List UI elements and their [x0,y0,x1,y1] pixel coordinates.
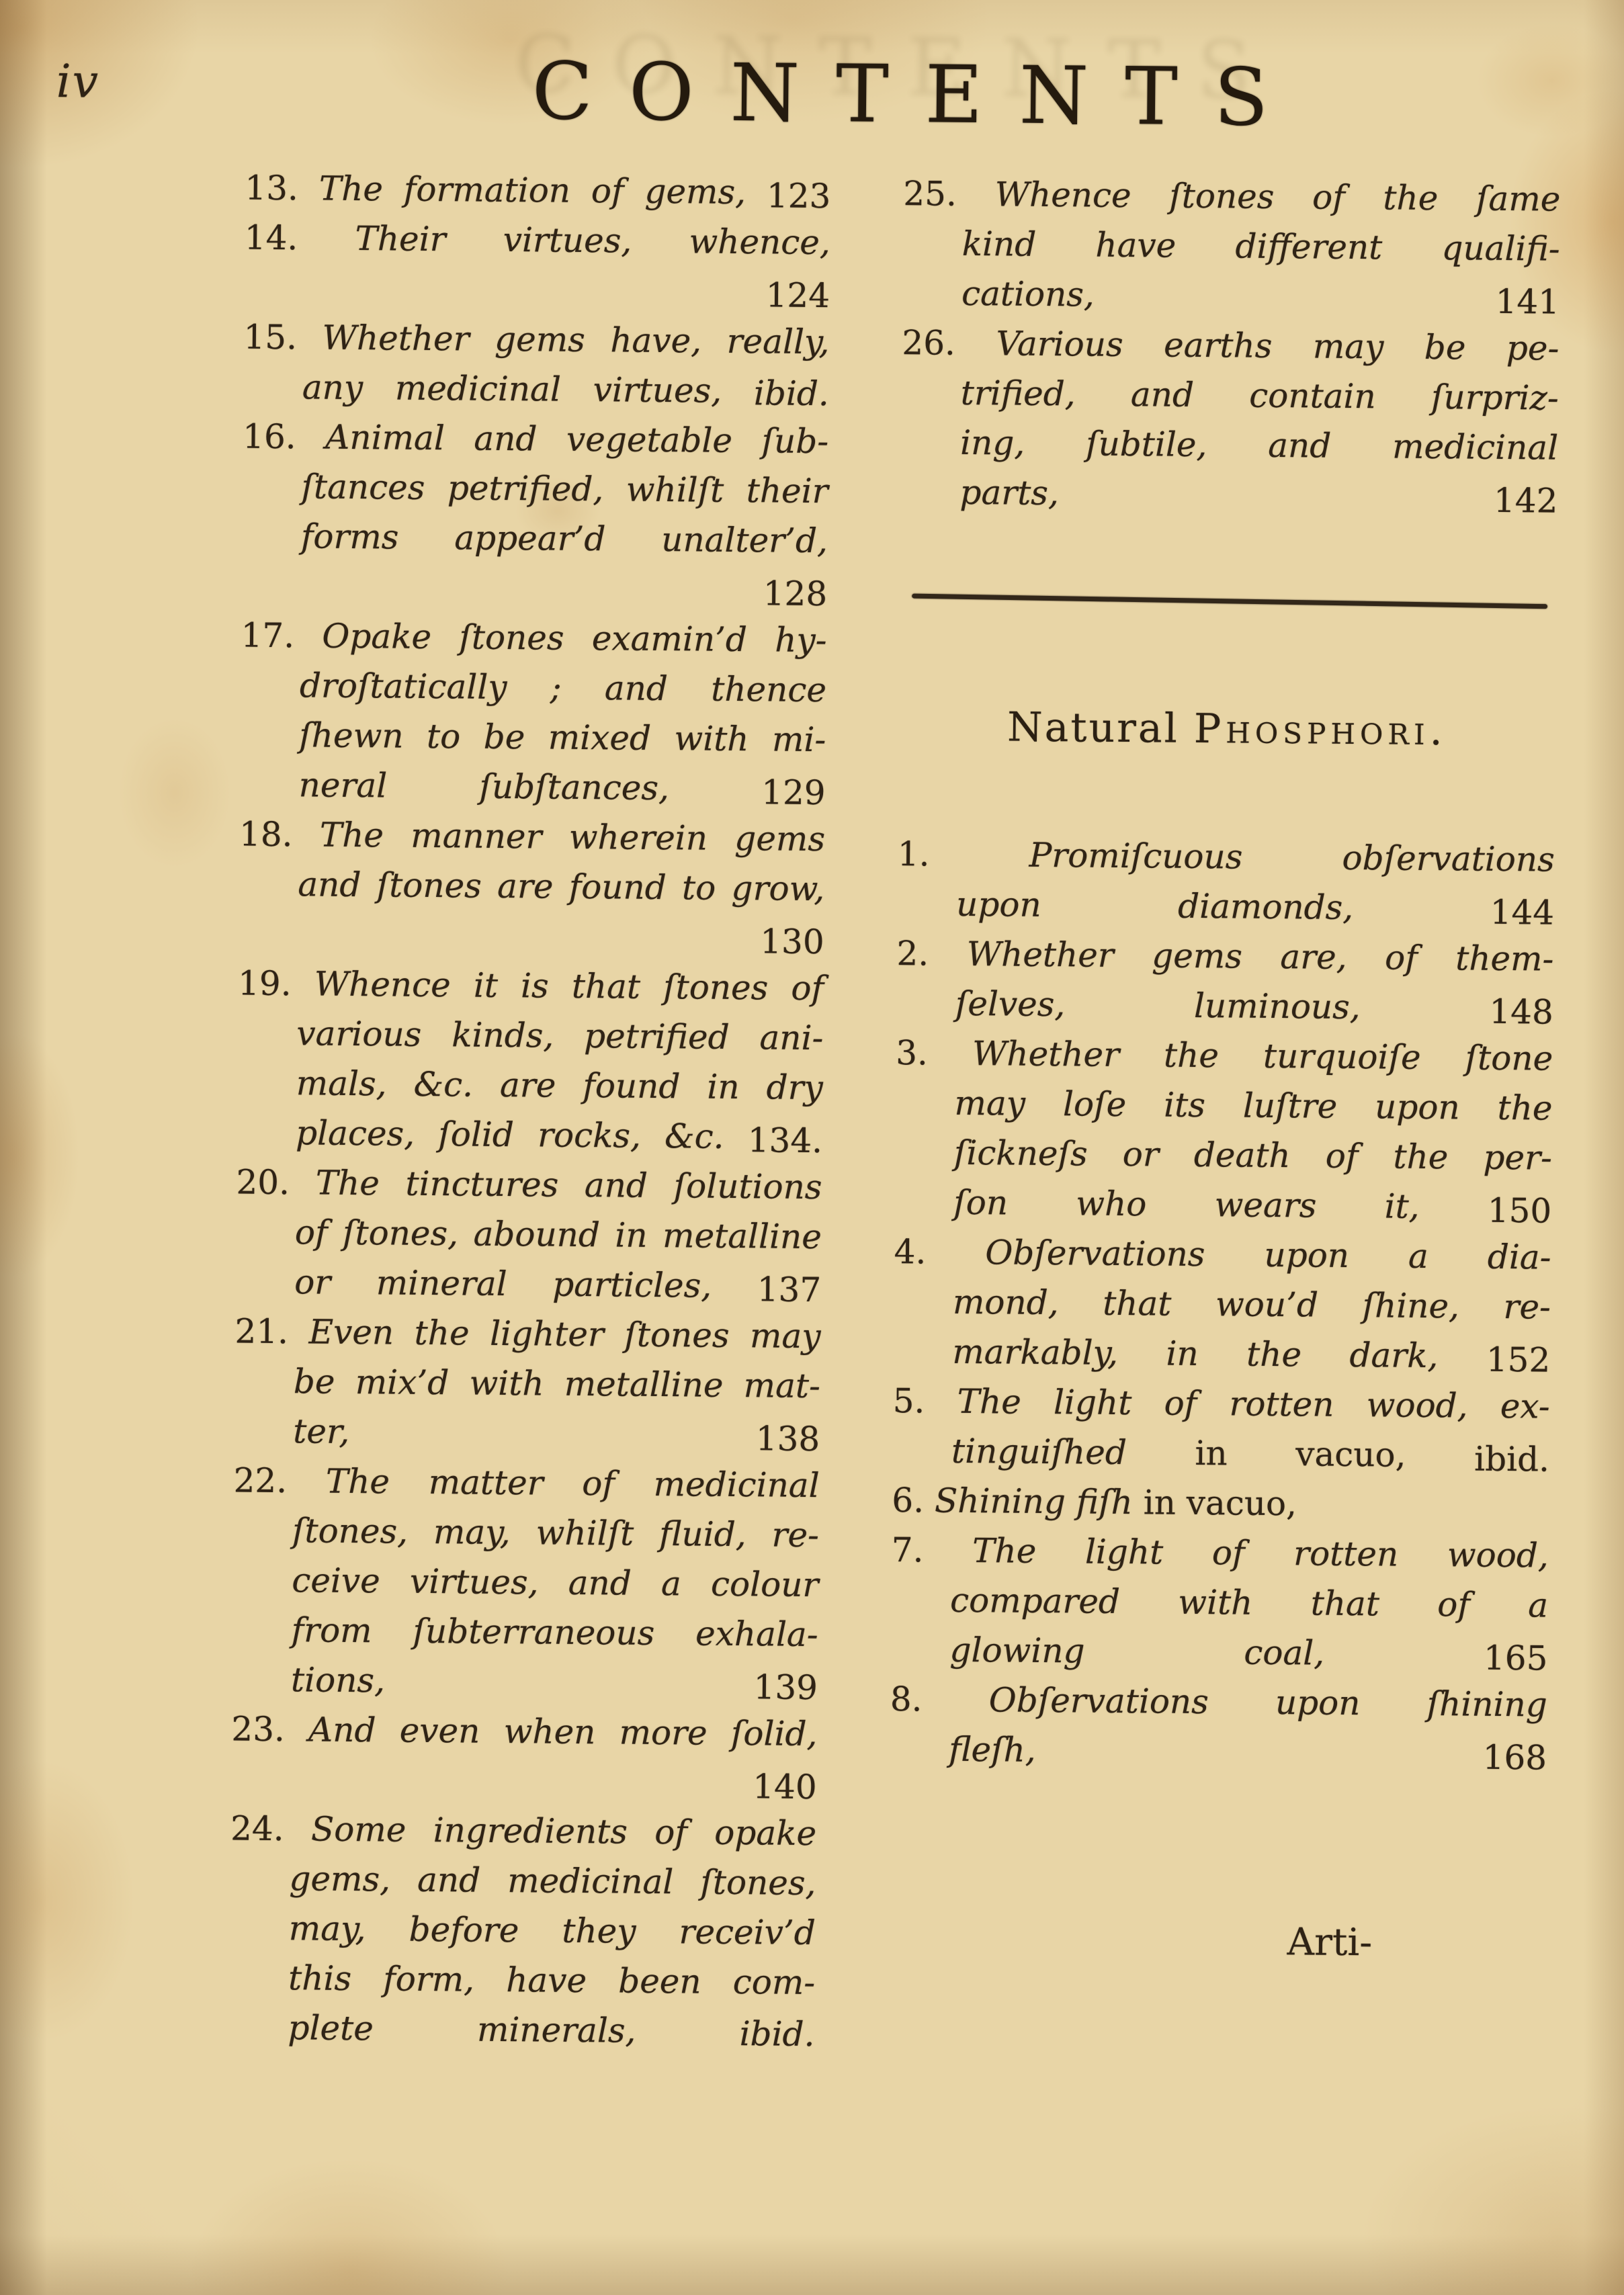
toc-entry [893,1227,1551,1382]
toc-entry [228,1803,816,2057]
page-ref: 138 [755,1418,820,1459]
toc-line [244,263,830,318]
page-ref: 129 [761,772,826,812]
entry-text: in vacuo, [1195,1433,1475,1475]
toc-line [231,1704,818,1759]
entry-text: Obſervations upon a dia- [985,1233,1551,1277]
entry-text: tinguiſhed [951,1431,1195,1473]
toc-entry [241,412,829,616]
entry-text: in vacuo, [1143,1483,1297,1524]
toc-entry [234,1307,821,1461]
toc-line [894,1177,1552,1233]
page-ref: 148 [1489,992,1554,1032]
entry-number: 26. [902,323,996,363]
entry-text: Whence it is that ſtones of [314,964,824,1008]
entry-number: 15. [243,317,323,357]
entry-text: The formation of gems, [318,169,767,212]
entry-text: ſtances petrified, whilſt their [301,467,828,511]
page-ref: ibid. [739,2013,815,2054]
entry-number: 23. [231,1709,309,1749]
entry-text: tions, [290,1660,754,1704]
toc-line [232,1555,819,1610]
page-ref: 123 [766,175,831,216]
entry-text: neral ſubſtances, [298,765,762,809]
folio-page-number: iv [56,55,100,109]
toc-line [244,213,830,268]
toc-entry [238,810,825,964]
entry-text: plete minerals, [288,2008,740,2052]
toc-line [243,412,829,467]
entry-text: Various earths may be pe- [996,324,1559,368]
entry-text: The tinctures and ſolutions [315,1163,822,1207]
toc-entry [245,163,831,218]
entry-text: droſtatically ; and thence [299,666,827,710]
toc-line [903,169,1561,224]
toc-line [241,561,828,616]
entry-text: ſon who wears it, [953,1182,1488,1227]
entry-text: markably, in the dark, [952,1332,1487,1376]
toc-entry [896,928,1554,1034]
entry-text: or mineral particles, [294,1262,758,1306]
entry-text: The light of rotten wood, ex- [957,1381,1550,1426]
toc-line [242,511,828,566]
entry-text: ſelves, luminous, [955,984,1490,1028]
toc-line [895,1127,1553,1183]
entry-text: Whence ſtones of the ſame [994,175,1561,219]
toc-entry [900,318,1559,523]
page-ref: 139 [753,1667,818,1707]
entry-text: cations, [961,273,1496,318]
entry-text: Animal and vegetable ſub- [325,417,829,462]
toc-line [241,611,827,666]
entry-text: And even when more ſolid, [308,1710,818,1754]
entry-number: 4. [894,1232,986,1272]
entry-text: may loſe its luſtre upon the [954,1083,1553,1128]
page-title: CONTENTS [531,44,1306,144]
toc-line [895,1078,1553,1133]
entry-text: mals, &c. are found in dry [296,1064,824,1108]
toc-line [230,1903,816,1958]
toc-entry [897,829,1555,935]
toc-entry [243,312,830,417]
section-heading-smallcaps: Phosphori. [1193,705,1448,755]
entry-text: Whether the turquoiſe ſtone [972,1034,1553,1078]
entry-text: Their virtues, whence, [355,219,831,263]
contents-left-column [228,163,831,2058]
toc-entry [890,1525,1549,1680]
toc-line [237,1008,824,1064]
entry-number: 5. [892,1381,957,1421]
toc-line [238,959,824,1014]
toc-line [902,268,1560,324]
entry-number: 20. [236,1162,316,1203]
entry-text: ſhewn to be mixed with mi- [299,716,826,760]
contents-right-column [890,169,1561,1779]
entry-number: 22. [233,1461,327,1501]
entry-text: and ſtones are found to grow, [298,865,825,909]
entry-text: ceive virtues, and a colour [292,1561,819,1605]
catchword: Arti- [1287,1920,1373,1965]
toc-line [238,909,824,964]
toc-line [897,829,1555,885]
entry-number: 13. [245,168,320,208]
toc-entry [894,1028,1553,1233]
toc-line [896,928,1554,984]
toc-line [233,1456,820,1511]
toc-line [243,312,830,367]
entry-text: of ſtones, abound in metalline [294,1213,822,1257]
entry-number: 17. [241,615,323,656]
entry-text: compared with that of a [949,1580,1549,1625]
entry-text: The matter of medicinal [325,1461,820,1506]
toc-entry [230,1704,817,1809]
entry-text: ſickneſs or death of the per- [953,1133,1553,1178]
toc-line [891,1525,1549,1581]
page-ref: 144 [1490,892,1555,933]
section-heading [898,701,1556,757]
entry-number: 7. [891,1530,973,1571]
entry-text: various kinds, petrified ani- [296,1014,824,1058]
toc-line [230,1853,816,1908]
toc-line [239,859,825,914]
toc-line [234,1406,820,1461]
toc-line [242,462,828,517]
page-ref: 152 [1486,1340,1551,1380]
toc-entry [902,169,1561,324]
toc-entry [890,1674,1547,1780]
page-ref: 168 [1482,1737,1547,1778]
page-ref: 140 [753,1766,817,1807]
toc-line [892,1376,1550,1432]
toc-line [894,1227,1551,1283]
entry-text: glowing coal, [949,1630,1484,1674]
entry-text: Whether gems have, really, [322,318,830,362]
entry-text: places, ſolid rocks, &c. [295,1113,749,1157]
toc-line [892,1426,1550,1481]
entry-text: gems, and medicinal ſtones, [289,1859,816,1903]
entry-text: forms appear’d unalter’d, [300,517,828,561]
toc-line [241,660,827,716]
toc-entry [892,1475,1549,1531]
entry-number: 8. [890,1680,989,1720]
toc-line [243,362,830,417]
entry-text: be mix’d with metalline mat- [293,1362,821,1406]
entry-text: The light of rotten wood, [972,1531,1549,1575]
toc-line [890,1625,1548,1680]
entry-text: may, before they receiv’d [288,1909,816,1953]
toc-line [230,1753,817,1809]
toc-line [236,1207,822,1262]
toc-entry [232,1456,820,1710]
entry-text: upon diamonds, [955,884,1490,928]
toc-line [236,1158,822,1213]
toc-line [896,1028,1553,1084]
entry-text: ing, ſubtile, and medicinal [959,423,1559,468]
entry-number: 14. [244,218,355,259]
toc-entry [235,1158,822,1312]
entry-text: fleſh, [948,1729,1483,1774]
entry-number: 19. [237,963,315,1004]
page-ref: 165 [1483,1638,1548,1678]
toc-entry [237,959,824,1163]
toc-line [902,318,1559,374]
toc-line [235,1257,822,1312]
toc-line [232,1654,818,1709]
section-divider-rule [912,594,1547,609]
toc-line [896,978,1554,1034]
toc-line [239,810,826,865]
entry-text: Obſervations upon ſhining [988,1680,1548,1725]
toc-line [234,1356,821,1412]
page-ref: ibid. [1473,1439,1550,1479]
section-heading-lead: Natural [1007,703,1195,752]
toc-entry [892,1376,1550,1481]
toc-entry [244,213,830,318]
page-ref: 124 [765,275,830,315]
page-ref: ibid. [753,373,830,413]
toc-line [894,1276,1551,1332]
entry-text: Shining fiſh [934,1481,1144,1522]
entry-text: trified, and contain ſurpriz- [960,373,1559,418]
entry-text: Even the lighter ſtones may [308,1312,821,1356]
toc-line [890,1674,1548,1730]
toc-entry [239,611,827,815]
entry-number: 24. [230,1809,312,1849]
entry-number: 1. [897,834,1029,875]
entry-text: ſtones, may, whilſt fluid, re- [292,1511,820,1555]
entry-text: kind have different qualifi- [961,224,1560,269]
page-ref: 134. [747,1120,823,1160]
toc-line [233,1506,820,1561]
toc-line [237,1058,823,1113]
entry-text: Opake ſtones examin’d hy- [322,616,827,660]
toc-line [900,467,1558,523]
entry-text: The manner wherein gems [319,815,826,859]
toc-line [232,1604,818,1659]
entry-number: 18. [239,814,320,855]
toc-line [902,218,1560,274]
toc-line [901,417,1559,473]
entry-text: Promiſcuous obſervations [1029,835,1555,879]
toc-line [892,1475,1549,1531]
entry-number: 6. [892,1481,935,1520]
entry-text: Some ingredients of opake [310,1809,817,1854]
page-ref: 137 [757,1269,822,1309]
entry-text: from ſubterraneous exhala- [291,1610,818,1655]
entry-text: Whether gems are, of them- [966,934,1554,979]
page-ref: 142 [1493,480,1558,521]
entry-number: 3. [895,1033,973,1074]
entry-number: 16. [242,417,326,457]
page-ref: 130 [759,921,824,961]
entry-text: this form, have been com- [288,1958,816,2003]
entry-text: any medicinal virtues, [302,367,755,411]
toc-line [230,1803,817,1858]
toc-line [240,710,826,765]
toc-line [245,163,831,218]
toc-line [897,879,1555,935]
entry-number: 21. [234,1311,309,1352]
toc-line [890,1724,1547,1780]
toc-line [228,2002,815,2057]
toc-line [901,367,1559,423]
toc-line [237,1108,823,1163]
entry-text: parts, [959,472,1494,517]
entry-text: ter, [293,1412,757,1455]
toc-line [893,1326,1551,1382]
toc-line [891,1575,1549,1631]
toc-line [239,760,826,815]
page-ref: 141 [1495,282,1560,322]
entry-number: 25. [903,174,995,214]
page-ref: 150 [1487,1190,1552,1231]
page-ref: 128 [763,573,828,613]
toc-line [229,1952,816,2007]
toc-line [234,1307,821,1362]
entry-text: mond, that wou’d ſhine, re- [952,1282,1551,1327]
entry-number: 2. [896,934,968,973]
